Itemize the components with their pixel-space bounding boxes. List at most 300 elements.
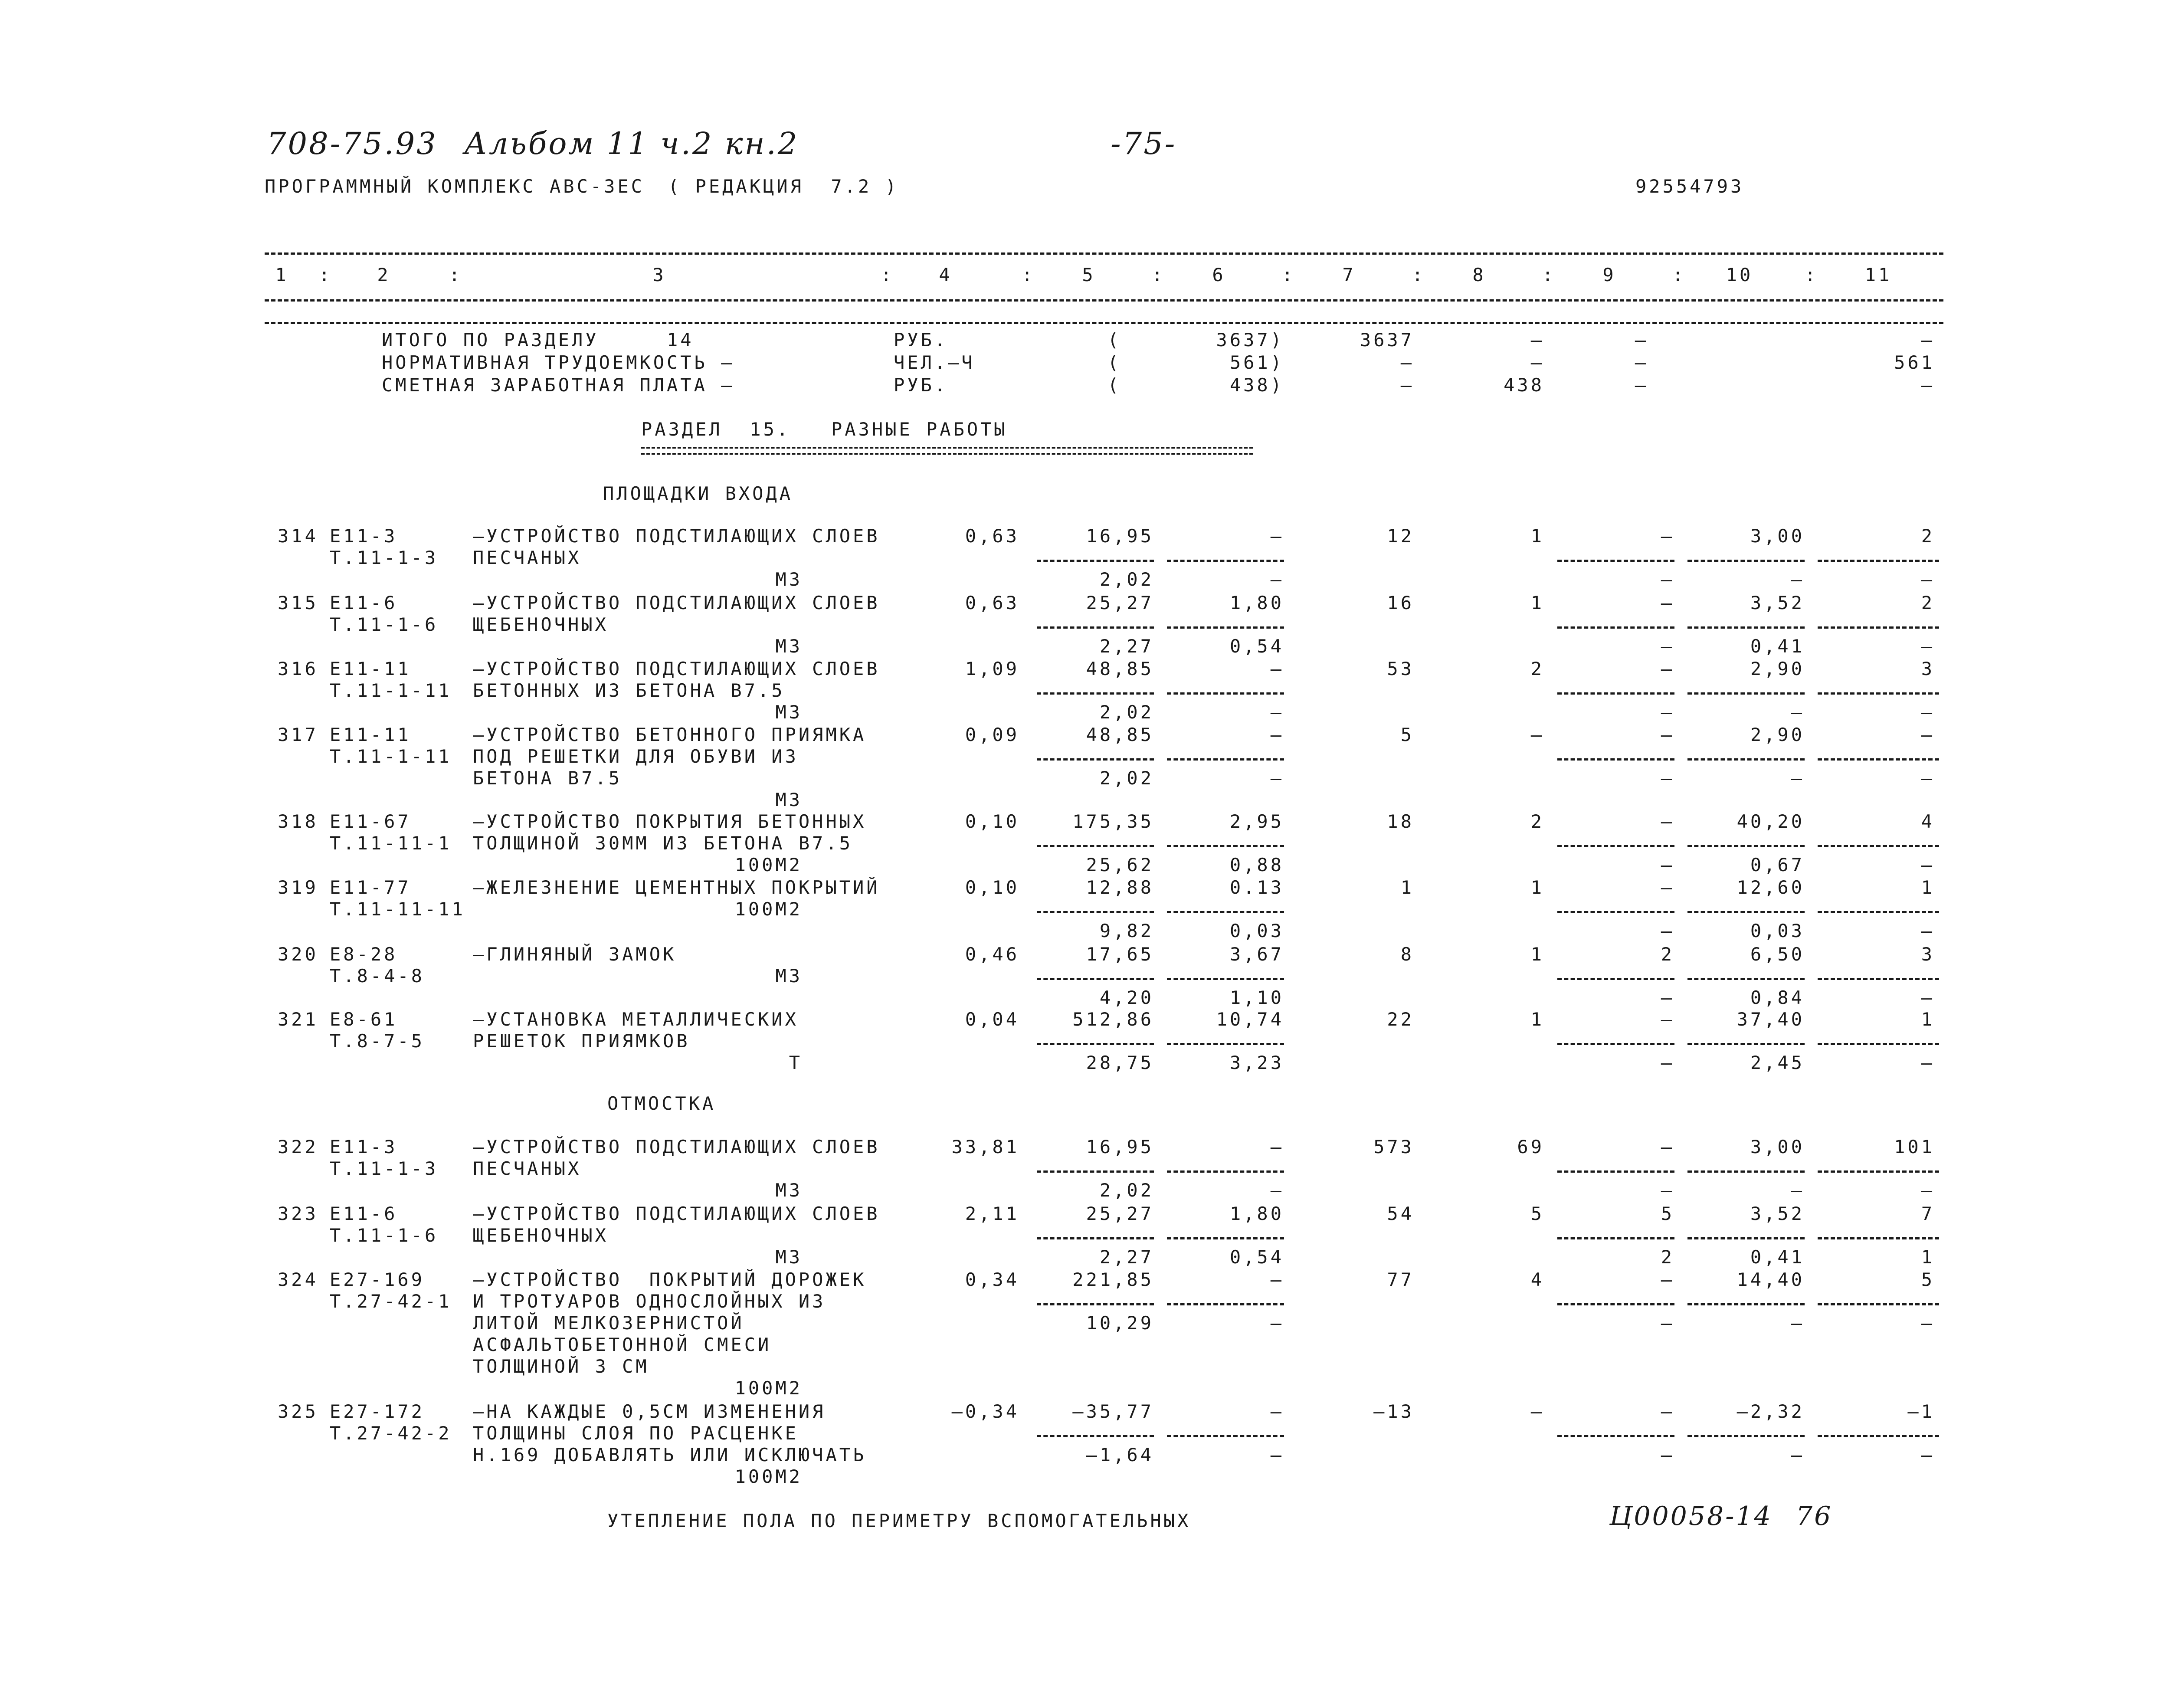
item-description: РЕШЕТОК ПРИЯМКОВ [473, 1030, 690, 1052]
item-col9: – [1661, 1401, 1674, 1422]
item-description: ЩЕБЕНОЧНЫХ [473, 614, 609, 635]
item-code: Е8-61 [330, 1009, 398, 1030]
item-col7: 18 [1387, 811, 1414, 832]
item-description: –УСТРОЙСТВО ПОДСТИЛАЮЩИХ СЛОЕВ [473, 525, 880, 547]
item-col6-wage: – [1270, 1444, 1284, 1465]
item-subrule [1557, 978, 1674, 980]
item-description: –НА КАЖДЫЕ 0,5СМ ИЗМЕНЕНИЯ [473, 1401, 826, 1422]
section-title-underline [641, 447, 1253, 455]
item-col7: 54 [1387, 1203, 1414, 1224]
totals-unit: ЧЕЛ.–Ч [894, 352, 975, 373]
column-separator: : [1152, 264, 1166, 285]
item-subrule [1167, 978, 1284, 980]
item-subrule [1037, 978, 1154, 980]
section-title: РАЗДЕЛ 15. РАЗНЫЕ РАБОТЫ [641, 419, 1008, 440]
item-col11: – [1921, 724, 1935, 745]
item-subrule [1037, 845, 1154, 847]
item-col6: – [1270, 658, 1284, 679]
item-description: БЕТОНА В7.5 [473, 767, 623, 789]
item-subrule [1167, 692, 1284, 695]
item-col10-wage: – [1791, 702, 1805, 723]
item-col6-wage: 0,88 [1229, 854, 1284, 875]
item-col6-wage: – [1270, 1312, 1284, 1334]
item-col11-wage: – [1921, 987, 1935, 1008]
item-number: 320 [278, 944, 318, 965]
item-subrule [1687, 845, 1805, 847]
totals-col9: – [1635, 374, 1648, 396]
item-col10-wage: 0,84 [1750, 987, 1805, 1008]
item-reference: Т.11-1-3 [330, 547, 439, 568]
item-col9: – [1661, 1136, 1674, 1157]
item-description: –УСТРОЙСТВО БЕТОННОГО ПРИЯМКА [473, 724, 867, 745]
item-code: Е11-3 [330, 1136, 398, 1157]
item-number: 322 [278, 1136, 318, 1157]
item-subrule [1687, 1303, 1805, 1305]
item-code: Е11-11 [330, 658, 411, 679]
item-col6-wage: 3,23 [1229, 1052, 1284, 1073]
item-unit: 100М2 [734, 1377, 803, 1399]
item-subrule [1037, 626, 1154, 629]
item-col7: 77 [1387, 1269, 1414, 1290]
item-subrule [1687, 626, 1805, 629]
item-price: 25,27 [1086, 592, 1154, 613]
item-subrule [1818, 978, 1939, 980]
item-subrule [1818, 1435, 1939, 1437]
item-quantity: 0,63 [965, 592, 1019, 613]
item-code: Е11-67 [330, 811, 411, 832]
item-reference: Т.8-7-5 [330, 1030, 425, 1052]
item-col11: 2 [1921, 525, 1935, 547]
item-col9: – [1661, 592, 1674, 613]
column-number: 8 [1472, 264, 1486, 285]
item-col10-wage: – [1791, 569, 1805, 590]
item-col10: 3,52 [1750, 1203, 1805, 1224]
item-price: 16,95 [1086, 525, 1154, 547]
item-price-wage: 2,27 [1099, 1246, 1154, 1268]
item-subrule [1037, 758, 1154, 761]
item-reference: Т.11-1-11 [330, 680, 452, 701]
item-subrule [1687, 911, 1805, 913]
item-price: 25,27 [1086, 1203, 1154, 1224]
item-subrule [1037, 1435, 1154, 1437]
item-unit: М3 [775, 965, 803, 987]
item-description: ТОЛЩИНОЙ 30ММ ИЗ БЕТОНА В7.5 [473, 833, 853, 854]
item-col7: 573 [1373, 1136, 1414, 1157]
item-code: Е11-3 [330, 525, 398, 547]
item-unit: М3 [775, 636, 803, 657]
totals-col8: – [1530, 329, 1544, 351]
item-col11: 3 [1921, 944, 1935, 965]
item-subrule [1687, 1170, 1805, 1173]
totals-col9: – [1635, 352, 1648, 373]
item-col6-wage: – [1270, 767, 1284, 789]
item-description: ЛИТОЙ МЕЛКОЗЕРНИСТОЙ [473, 1312, 744, 1334]
item-price: 16,95 [1086, 1136, 1154, 1157]
header-rule-top [265, 252, 1943, 255]
item-number: 323 [278, 1203, 318, 1224]
item-code: Е11-77 [330, 877, 411, 898]
item-col11: 2 [1921, 592, 1935, 613]
item-col10-wage: 0,67 [1750, 854, 1805, 875]
item-col10-wage: 2,45 [1750, 1052, 1805, 1073]
totals-label: ИТОГО ПО РАЗДЕЛУ 14 [382, 329, 694, 351]
item-col9-wage: – [1661, 767, 1674, 789]
item-col11-wage: – [1921, 854, 1935, 875]
totals-col8: – [1530, 352, 1544, 373]
item-col6: – [1270, 1136, 1284, 1157]
item-col10: 2,90 [1750, 724, 1805, 745]
item-col11-wage: 1 [1921, 1246, 1935, 1268]
item-col7: 1 [1400, 877, 1414, 898]
item-subrule [1557, 1043, 1674, 1045]
item-col9-wage: – [1661, 920, 1674, 941]
column-number: 6 [1212, 264, 1226, 285]
column-separator: : [1282, 264, 1296, 285]
item-col9: – [1661, 724, 1674, 745]
item-description: ТОЛЩИНЫ СЛОЯ ПО РАСЦЕНКЕ [473, 1423, 799, 1444]
item-price: 17,65 [1086, 944, 1154, 965]
item-description: –УСТРОЙСТВО ПОДСТИЛАЮЩИХ СЛОЕВ [473, 592, 880, 613]
item-subrule [1818, 758, 1939, 761]
item-quantity: 0,63 [965, 525, 1019, 547]
totals-col6: ( 561) [1107, 352, 1284, 373]
item-col7: 5 [1400, 724, 1414, 745]
column-separator: : [1412, 264, 1426, 285]
column-separator: : [319, 264, 333, 285]
document-code: 92554793 [1635, 176, 1744, 197]
item-col8: 2 [1530, 658, 1544, 679]
item-number: 319 [278, 877, 318, 898]
item-code: Е27-169 [330, 1269, 425, 1290]
album-label: Альбом 11 ч.2 кн.2 [464, 126, 799, 161]
item-code: Е27-172 [330, 1401, 425, 1422]
item-col11-wage: – [1921, 1312, 1935, 1334]
item-col10: 12,60 [1737, 877, 1805, 898]
item-col9: – [1661, 811, 1674, 832]
item-code: Е11-11 [330, 724, 411, 745]
item-subrule [1818, 1170, 1939, 1173]
item-description: И ТРОТУАРОВ ОДНОСЛОЙНЫХ ИЗ [473, 1291, 826, 1312]
item-description: –УСТРОЙСТВО ПОКРЫТИЯ БЕТОННЫХ [473, 811, 867, 832]
totals-label: НОРМАТИВНАЯ ТРУДОЕМКОСТЬ – [382, 352, 735, 373]
item-number: 324 [278, 1269, 318, 1290]
item-unit: Т [789, 1052, 803, 1073]
page-mark: -75- [1111, 126, 1177, 161]
edition-label: ( РЕДАКЦИЯ 7.2 ) [668, 176, 899, 197]
item-col10: –2,32 [1737, 1401, 1805, 1422]
item-col10: 14,40 [1737, 1269, 1805, 1290]
item-reference: Т.11-1-6 [330, 1225, 439, 1246]
item-subrule [1687, 692, 1805, 695]
item-col6: 2,95 [1229, 811, 1284, 832]
item-description: –УСТРОЙСТВО ПОДСТИЛАЮЩИХ СЛОЕВ [473, 1136, 880, 1157]
item-description: ПЕСЧАНЫХ [473, 547, 582, 568]
item-col11: 5 [1921, 1269, 1935, 1290]
column-separator: : [1805, 264, 1818, 285]
item-number: 316 [278, 658, 318, 679]
item-subrule [1037, 1237, 1154, 1239]
item-col10: 3,52 [1750, 592, 1805, 613]
item-price-wage: 2,02 [1099, 767, 1154, 789]
item-subrule [1818, 1237, 1939, 1239]
item-quantity: –0,34 [951, 1401, 1019, 1422]
item-price: –35,77 [1072, 1401, 1154, 1422]
item-price: 48,85 [1086, 724, 1154, 745]
item-subrule [1557, 845, 1674, 847]
item-number: 318 [278, 811, 318, 832]
item-number: 314 [278, 525, 318, 547]
item-subrule [1557, 1170, 1674, 1173]
item-col10: 6,50 [1750, 944, 1805, 965]
item-col7: 12 [1387, 525, 1414, 547]
item-col6-wage: 0,54 [1229, 1246, 1284, 1268]
item-col6: – [1270, 1269, 1284, 1290]
item-subrule [1037, 1043, 1154, 1045]
column-number: 11 [1864, 264, 1892, 285]
item-price-wage: 10,29 [1086, 1312, 1154, 1334]
column-number: 9 [1602, 264, 1616, 285]
item-quantity: 0,34 [965, 1269, 1019, 1290]
item-subrule [1687, 1435, 1805, 1437]
item-col9-wage: – [1661, 702, 1674, 723]
item-description: –УСТРОЙСТВО ПОКРЫТИЙ ДОРОЖЕК [473, 1269, 867, 1290]
item-col11-wage: – [1921, 636, 1935, 657]
item-col9: 5 [1661, 1203, 1674, 1224]
item-subrule [1037, 560, 1154, 562]
item-col10: 37,40 [1737, 1009, 1805, 1030]
item-col8: 1 [1530, 944, 1544, 965]
item-unit: 100М2 [734, 854, 803, 875]
item-subrule [1167, 758, 1284, 761]
item-col9-wage: 2 [1661, 1246, 1674, 1268]
item-col11: 1 [1921, 877, 1935, 898]
item-col9-wage: – [1661, 987, 1674, 1008]
subsection-title: ПЛОЩАДКИ ВХОДА [603, 483, 793, 504]
item-unit: 100М2 [734, 1466, 803, 1487]
item-col6-wage: 0,03 [1229, 920, 1284, 941]
item-unit: М3 [775, 1180, 803, 1201]
totals-unit: РУБ. [894, 374, 948, 396]
item-description: ПЕСЧАНЫХ [473, 1158, 582, 1179]
item-subrule [1818, 1043, 1939, 1045]
totals-col11: – [1921, 329, 1935, 351]
item-col10-wage: – [1791, 1312, 1805, 1334]
item-quantity: 0,10 [965, 811, 1019, 832]
item-subrule [1037, 1303, 1154, 1305]
item-reference: Т.11-1-11 [330, 746, 452, 767]
item-unit: М3 [775, 569, 803, 590]
item-price-wage: 2,02 [1099, 1180, 1154, 1201]
item-subrule [1557, 560, 1674, 562]
column-number: 7 [1342, 264, 1356, 285]
column-separator: : [1672, 264, 1686, 285]
item-subrule [1557, 1237, 1674, 1239]
footer-text: УТЕПЛЕНИЕ ПОЛА ПО ПЕРИМЕТРУ ВСПОМОГАТЕЛЬНЫХ [607, 1510, 1191, 1531]
item-subrule [1818, 626, 1939, 629]
item-subrule [1687, 560, 1805, 562]
totals-unit: РУБ. [894, 329, 948, 351]
item-price-wage: 4,20 [1099, 987, 1154, 1008]
item-subrule [1167, 845, 1284, 847]
item-col10-wage: – [1791, 1444, 1805, 1465]
item-subrule [1687, 1043, 1805, 1045]
item-reference: Т.8-4-8 [330, 965, 425, 987]
item-description: АСФАЛЬТОБЕТОННОЙ СМЕСИ [473, 1334, 772, 1355]
item-quantity: 0,46 [965, 944, 1019, 965]
column-separator: : [1542, 264, 1556, 285]
stamp-code: Ц00058-14 [1609, 1501, 1773, 1531]
item-col9: – [1661, 1009, 1674, 1030]
item-col9-wage: – [1661, 1444, 1674, 1465]
item-col9: – [1661, 1269, 1674, 1290]
item-quantity: 2,11 [965, 1203, 1019, 1224]
item-col6: – [1270, 1401, 1284, 1422]
item-col11-wage: – [1921, 1444, 1935, 1465]
item-col7: 8 [1400, 944, 1414, 965]
item-col6-wage: – [1270, 702, 1284, 723]
stamp-page: 76 [1796, 1501, 1833, 1531]
item-subrule [1557, 626, 1674, 629]
item-code: Е11-6 [330, 1203, 398, 1224]
item-col8: – [1530, 1401, 1544, 1422]
item-subrule [1167, 1435, 1284, 1437]
item-col10: 3,00 [1750, 1136, 1805, 1157]
item-col9-wage: – [1661, 1052, 1674, 1073]
item-reference: Т.11-1-3 [330, 1158, 439, 1179]
item-unit: М3 [775, 1246, 803, 1268]
item-col6-wage: 0,54 [1229, 636, 1284, 657]
item-description: Н.169 ДОБАВЛЯТЬ ИЛИ ИСКЛЮЧАТЬ [473, 1444, 867, 1465]
subsection-title: ОТМОСТКА [607, 1093, 716, 1114]
column-separator: : [1022, 264, 1035, 285]
item-price: 48,85 [1086, 658, 1154, 679]
item-description: –УСТРОЙСТВО ПОДСТИЛАЮЩИХ СЛОЕВ [473, 658, 880, 679]
item-reference: Т.11-11-1 [330, 833, 452, 854]
item-quantity: 1,09 [965, 658, 1019, 679]
item-subrule [1037, 692, 1154, 695]
item-col6: 10,74 [1216, 1009, 1284, 1030]
item-col6: 1,80 [1229, 1203, 1284, 1224]
item-col10-wage: – [1791, 1180, 1805, 1201]
item-subrule [1167, 1237, 1284, 1239]
item-price: 221,85 [1072, 1269, 1154, 1290]
item-subrule [1557, 758, 1674, 761]
item-col7: 22 [1387, 1009, 1414, 1030]
item-subrule [1167, 911, 1284, 913]
item-col11-wage: – [1921, 702, 1935, 723]
item-col6: 0.13 [1229, 877, 1284, 898]
item-description: ТОЛЩИНОЙ 3 СМ [473, 1356, 649, 1377]
column-separator: : [449, 264, 463, 285]
item-col9: – [1661, 525, 1674, 547]
item-subrule [1167, 1043, 1284, 1045]
item-col11-wage: – [1921, 920, 1935, 941]
item-price-wage: 25,62 [1086, 854, 1154, 875]
item-col11-wage: – [1921, 1180, 1935, 1201]
item-col8: 1 [1530, 1009, 1544, 1030]
item-description: ЩЕБЕНОЧНЫХ [473, 1225, 609, 1246]
item-col6: 3,67 [1229, 944, 1284, 965]
item-unit: М3 [775, 789, 803, 810]
item-unit: М3 [775, 702, 803, 723]
item-col6: 1,80 [1229, 592, 1284, 613]
item-col6-wage: – [1270, 569, 1284, 590]
item-col9-wage: – [1661, 1312, 1674, 1334]
item-col8: – [1530, 724, 1544, 745]
totals-col7: – [1400, 352, 1414, 373]
totals-col8: 438 [1504, 374, 1544, 396]
item-price-wage: 9,82 [1099, 920, 1154, 941]
item-price-wage: 2,27 [1099, 636, 1154, 657]
item-description: –УСТРОЙСТВО ПОДСТИЛАЮЩИХ СЛОЕВ [473, 1203, 880, 1224]
item-col11-wage: – [1921, 569, 1935, 590]
item-subrule [1167, 626, 1284, 629]
item-col6-wage: – [1270, 1180, 1284, 1201]
column-number: 5 [1082, 264, 1096, 285]
column-number: 3 [652, 264, 666, 285]
item-price-wage: 28,75 [1086, 1052, 1154, 1073]
item-number: 321 [278, 1009, 318, 1030]
item-col11-wage: – [1921, 767, 1935, 789]
item-reference: Т.11-11-11 [330, 898, 465, 920]
item-col11: 4 [1921, 811, 1935, 832]
item-col9: – [1661, 658, 1674, 679]
item-subrule [1557, 692, 1674, 695]
column-number: 10 [1726, 264, 1753, 285]
item-subrule [1557, 1303, 1674, 1305]
item-subrule [1557, 1435, 1674, 1437]
item-col10-wage: 0,41 [1750, 1246, 1805, 1268]
item-subrule [1557, 911, 1674, 913]
item-col11: 101 [1894, 1136, 1935, 1157]
item-subrule [1818, 560, 1939, 562]
item-reference: Т.27-42-1 [330, 1291, 452, 1312]
item-col7: 16 [1387, 592, 1414, 613]
column-number: 2 [377, 264, 391, 285]
item-quantity: 33,81 [951, 1136, 1019, 1157]
item-number: 325 [278, 1401, 318, 1422]
item-col8: 69 [1517, 1136, 1544, 1157]
item-col9: – [1661, 877, 1674, 898]
item-price-wage: 2,02 [1099, 569, 1154, 590]
totals-col6: ( 438) [1107, 374, 1284, 396]
item-description: –УСТАНОВКА МЕТАЛЛИЧЕСКИХ [473, 1009, 799, 1030]
item-subrule [1818, 845, 1939, 847]
item-quantity: 0,09 [965, 724, 1019, 745]
item-subrule [1037, 911, 1154, 913]
item-col8: 5 [1530, 1203, 1544, 1224]
item-col8: 2 [1530, 811, 1544, 832]
totals-col6: ( 3637) [1107, 329, 1284, 351]
item-quantity: 0,04 [965, 1009, 1019, 1030]
item-col9-wage: – [1661, 1180, 1674, 1201]
item-col11: 1 [1921, 1009, 1935, 1030]
item-description: –ЖЕЛЕЗНЕНИЕ ЦЕМЕНТНЫХ ПОКРЫТИЙ [473, 877, 880, 898]
item-col11: 3 [1921, 658, 1935, 679]
totals-col11: 561 [1894, 352, 1935, 373]
item-col11-wage: – [1921, 1052, 1935, 1073]
item-subrule [1687, 978, 1805, 980]
item-description: БЕТОННЫХ ИЗ БЕТОНА В7.5 [473, 680, 785, 701]
doc-number: 708-75.93 [267, 126, 438, 161]
totals-col11: – [1921, 374, 1935, 396]
totals-col9: – [1635, 329, 1648, 351]
item-col7: 53 [1387, 658, 1414, 679]
item-col10: 40,20 [1737, 811, 1805, 832]
item-subrule [1167, 1303, 1284, 1305]
item-description: –ГЛИНЯНЫЙ ЗАМОК [473, 944, 677, 965]
item-col8: 4 [1530, 1269, 1544, 1290]
